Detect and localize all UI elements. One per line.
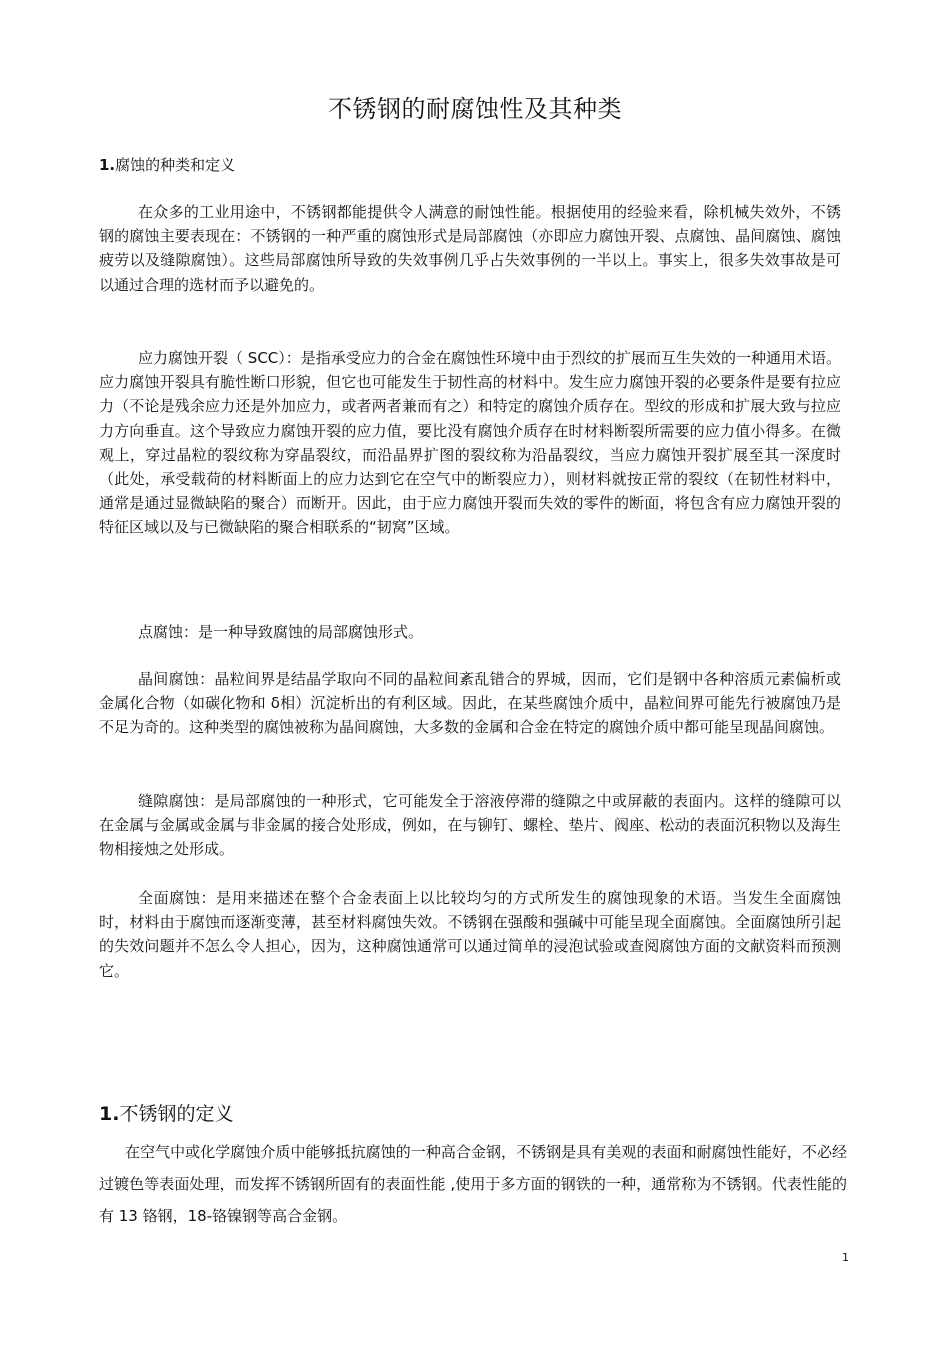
page-number: 1 xyxy=(842,1251,849,1264)
paragraph-intergranular-corrosion: 晶间腐蚀：晶粒间界是结晶学取向不同的晶粒间紊乱错合的界城，因而，它们是钢中各种溶质元素偏析或金属化合物（如碳化物和 δ相）沉淀析出的有利区域。因此，在某些腐蚀介质中，晶粒间界可能先行被腐蚀乃是不足为奇的。这种类型的腐蚀被称为晶间腐蚀，大多数的金属和合金在特定的腐蚀介质中都可能呈现晶间腐蚀。 xyxy=(99,670,841,737)
section-2-number: 1. xyxy=(99,1103,120,1125)
paragraph-crevice-corrosion: 缝隙腐蚀：是局部腐蚀的一种形式，它可能发全于溶液停滞的缝隙之中或屏蔽的表面内。这样的缝隙可以在金属与金属或金属与非金属的接合处形成，例如，在与铆钉、螺栓、垫片、阀座、松动的表面沉积物以及海生物相接烛之处形成。 xyxy=(99,792,841,859)
paragraph-stress-corrosion-cracking: 应力腐蚀开裂（ SCC）：是指承受应力的合金在腐蚀性环境中由于烈纹的扩展而互生失效的一种通用术语。应力腐蚀开裂具有脆性断口形貌，但它也可能发生于韧性高的材料中。发生应力腐蚀开裂的必要条件是要有拉应力（不论是残余应力还是外加应力，或者两者兼而有之）和特定的腐蚀介质存在。型纹的形成和扩展大致与拉应力方向垂直。这个导致应力腐蚀开裂的应力值，要比没有腐蚀介质存在时材料断裂所需要的应力值小得多。在微观上，穿过晶粒的裂纹称为穿晶裂纹，而沿晶界扩图的裂纹称为沿晶裂纹，当应力腐蚀开裂扩展至其一深度时（此处，承受载荷的材料断面上的应力达到它在空气中的断裂应力），则材料就按正常的裂纹（在韧性材料中，通常是通过显微缺陷的聚合）而断开。因此，由于应力腐蚀开裂而失效的零件的断面，将包含有应力腐蚀开裂的特征区域以及与已微缺陷的聚合相联系的“韧窝”区域。 xyxy=(99,349,841,537)
section-1-heading xyxy=(99,153,235,177)
section-2-heading xyxy=(99,1099,233,1129)
section-2-heading-text: 不锈钢的定义 xyxy=(119,1103,234,1125)
paragraph-general-corrosion: 全面腐蚀：是用来描述在整个合金表面上以比较均匀的方式所发生的腐蚀现象的术语。当发生全面腐蚀时，材料由于腐蚀而逐渐变薄，甚至材料腐蚀失效。不锈钢在强酸和强碱中可能呈现全面腐蚀。全面腐蚀所引起的失效问题并不怎么令人担心，因为，这种腐蚀通常可以通过简单的浸泡试验或查阅腐蚀方面的文献资料而预测它。 xyxy=(99,889,841,980)
paragraph-overview: 在众多的工业用途中，不锈钢都能提供令人满意的耐蚀性能。根据使用的经验来看，除机械失效外，不锈钢的腐蚀主要表现在：不锈钢的一种严重的腐蚀形式是局部腐蚀（亦即应力腐蚀开裂、点腐蚀、晶间腐蚀、腐蚀疲劳以及缝隙腐蚀）。这些局部腐蚀所导致的失效事例几乎占失效事例的一半以上。事实上，很多失效事故是可以通过合理的选材而予以避免的。 xyxy=(99,203,841,294)
document-title: 不锈钢的耐腐蚀性及其种类 xyxy=(328,95,622,123)
paragraph-pitting-corrosion: 点腐蚀：是一种导致腐蚀的局部腐蚀形式。 xyxy=(138,623,424,641)
section-1-number: 1. xyxy=(99,156,116,174)
paragraph-stainless-definition: 在空气中或化学腐蚀介质中能够抵抗腐蚀的一种高合金钢，不锈钢是具有美观的表面和耐腐蚀性能好，不必经过镀色等表面处理，而发挥不锈钢所固有的表面性能 ,使用于多方面的钢铁的一种，通常称为不锈钢。代表性能的有 13 铬钢，18-铬镍钢等高合金钢。 xyxy=(99,1143,847,1225)
section-1-heading-text: 腐蚀的种类和定义 xyxy=(115,156,236,174)
